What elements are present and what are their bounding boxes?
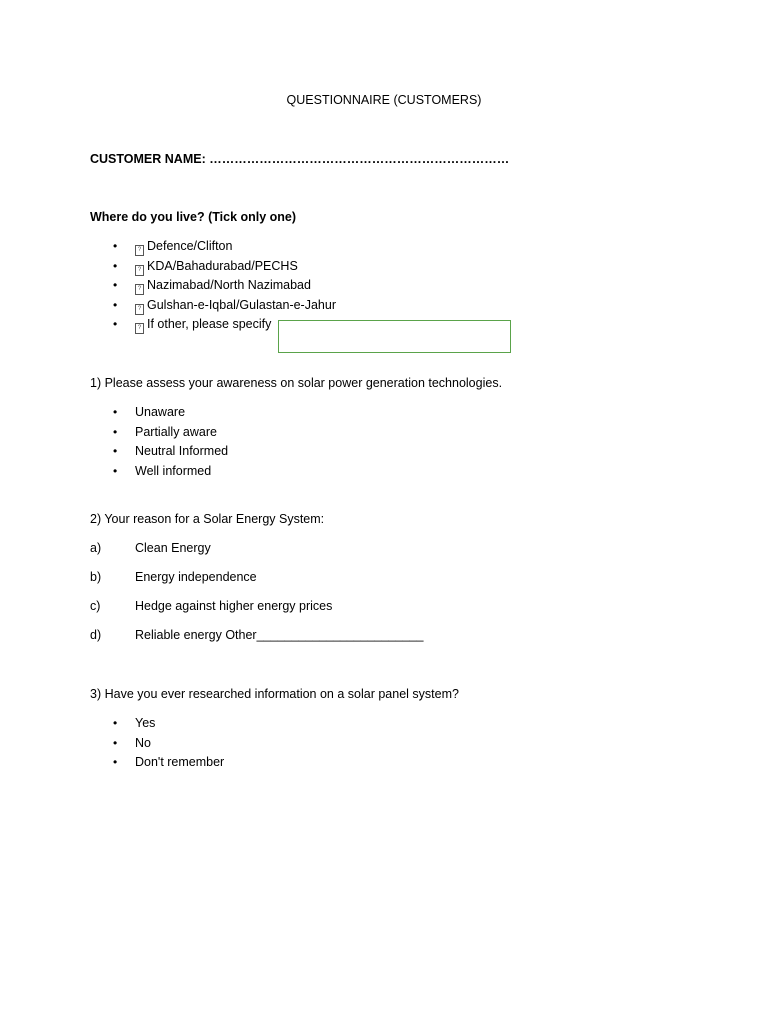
checkbox-icon: ? xyxy=(135,245,144,256)
option-label: Reliable energy Other________________________ xyxy=(135,628,424,642)
question-where-live: Where do you live? (Tick only one) xyxy=(90,210,297,224)
q2-option-b[interactable] xyxy=(90,570,257,584)
bullet-icon: • xyxy=(113,258,118,273)
bullet-icon: • xyxy=(113,239,118,253)
q2-option-c[interactable] xyxy=(90,599,332,613)
option-label: Defence/Clifton xyxy=(147,239,233,253)
q3-option-dont-remember[interactable] xyxy=(90,753,224,773)
option-kda[interactable] xyxy=(90,257,336,277)
option-label: Yes xyxy=(135,716,156,730)
option-label: Clean Energy xyxy=(135,541,211,555)
option-letter: a) xyxy=(90,541,102,555)
bullet-icon: • xyxy=(113,317,118,332)
customer-name-field: CUSTOMER NAME: ……………………………………………………………… xyxy=(90,152,510,166)
option-nazimabad[interactable] xyxy=(90,276,336,296)
q1-options xyxy=(90,403,228,481)
checkbox-icon: ? xyxy=(135,265,144,276)
option-label: Energy independence xyxy=(135,570,257,584)
bullet-icon: • xyxy=(113,297,118,312)
option-label: Well informed xyxy=(135,463,212,478)
option-gulshan[interactable] xyxy=(90,296,336,316)
bullet-icon: • xyxy=(113,716,118,730)
bullet-icon: • xyxy=(113,735,118,750)
bullet-icon: • xyxy=(113,278,118,293)
option-label: No xyxy=(135,735,151,750)
option-letter: d) xyxy=(90,628,102,642)
option-label: Unaware xyxy=(135,405,186,419)
checkbox-icon: ? xyxy=(135,304,144,315)
option-defence[interactable] xyxy=(90,237,336,257)
option-label: If other, please specify xyxy=(147,317,272,332)
option-label: Neutral Informed xyxy=(135,444,229,459)
option-letter: c) xyxy=(90,599,101,613)
question-3: 3) Have you ever researched information on a solar panel system? xyxy=(90,687,459,701)
bullet-icon: • xyxy=(113,463,118,478)
checkbox-icon: ? xyxy=(135,284,144,295)
q1-option-partially-aware[interactable] xyxy=(90,423,228,443)
q3-option-no[interactable] xyxy=(90,734,224,754)
checkbox-icon: ? xyxy=(135,323,144,334)
option-label: Gulshan-e-Iqbal/Gulastan-e-Jahur xyxy=(147,297,336,312)
q2-option-d[interactable] xyxy=(90,628,423,642)
bullet-icon: • xyxy=(113,405,118,419)
option-letter: b) xyxy=(90,570,102,584)
q3-option-yes[interactable] xyxy=(90,714,224,734)
option-label: Partially aware xyxy=(135,424,217,439)
q1-option-well-informed[interactable] xyxy=(90,462,228,482)
question-1: 1) Please assess your awareness on solar power generation technologies. xyxy=(90,376,503,390)
q1-option-unaware[interactable] xyxy=(90,403,228,423)
bullet-icon: • xyxy=(113,424,118,439)
bullet-icon: • xyxy=(113,755,118,770)
page-title: QUESTIONNAIRE (CUSTOMERS) xyxy=(286,93,482,107)
question-2: 2) Your reason for a Solar Energy System: xyxy=(90,512,325,526)
q1-option-neutral[interactable] xyxy=(90,442,228,462)
option-label: Don't remember xyxy=(135,755,225,770)
other-specify-input[interactable] xyxy=(278,320,511,353)
option-label: KDA/Bahadurabad/PECHS xyxy=(147,258,298,273)
q2-option-a[interactable] xyxy=(90,541,211,555)
q3-options xyxy=(90,714,224,773)
option-label: Hedge against higher energy prices xyxy=(135,599,333,613)
option-label: Nazimabad/North Nazimabad xyxy=(147,278,311,293)
bullet-icon: • xyxy=(113,444,118,459)
